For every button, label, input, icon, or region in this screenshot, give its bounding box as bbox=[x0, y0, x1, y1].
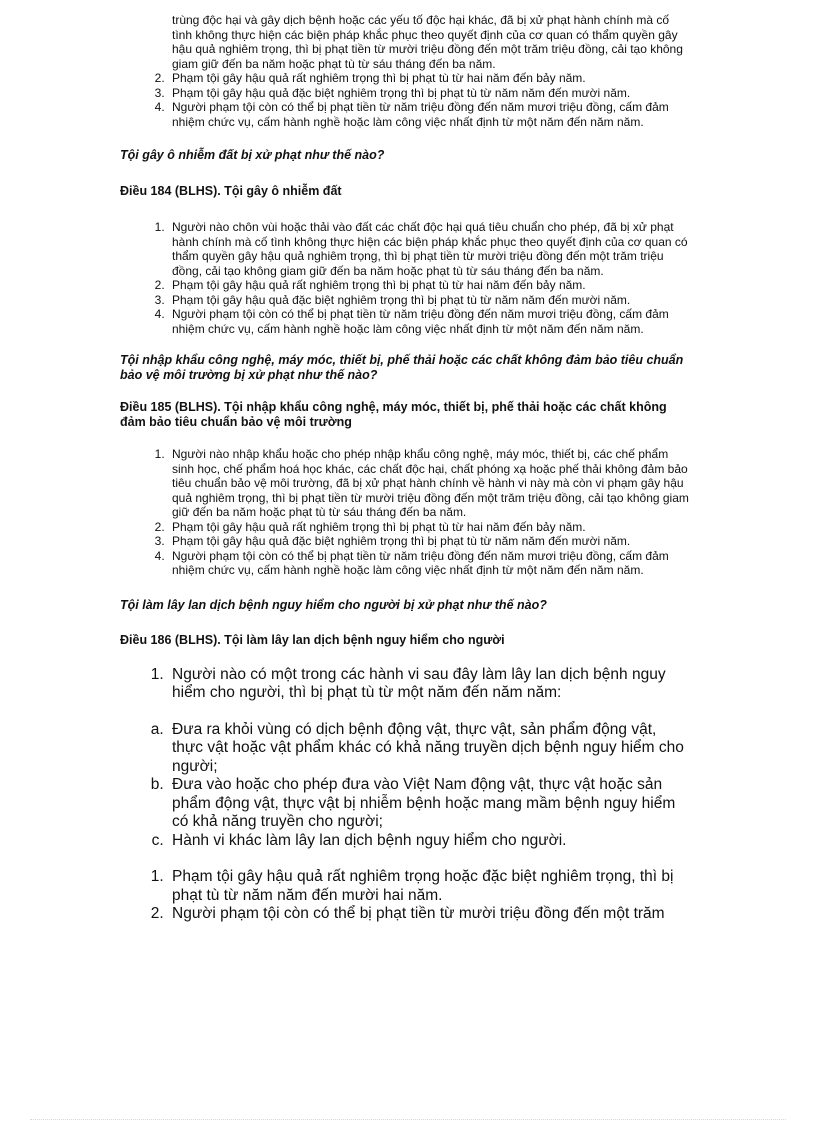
list-item: 4. Người phạm tội còn có thể bị phạt tiền từ năm triệu đồng đến năm mươi triệu đồng, cấm đảm nhiệm chức vụ, cấm hành nghề hoặc làm công việc nhất định từ một năm đến năm năm. bbox=[168, 549, 690, 578]
page-bottom-divider bbox=[30, 1119, 786, 1120]
article-186-list-1 bbox=[120, 666, 690, 703]
article-184-list bbox=[120, 220, 690, 336]
list-item: 1. Người nào nhập khẩu hoặc cho phép nhập khẩu công nghệ, máy móc, thiết bị, các chế phẩm sinh học, chế phẩm hoá học khác, các chất độc hại, chất phóng xạ hoặc phế thải không đảm bảo tiêu chuẩn bảo vệ môi trường, đã bị xử phạt hành chính về hành vi này mà còn vi phạm gây hậu quả nghiêm trọng, thì bị phạt tiền từ mười triệu đồng đến một trăm triệu đồng, cải tạo không giam giữ đến ba năm hoặc phạt tù từ sáu tháng đến ba năm. bbox=[168, 447, 690, 520]
list-item: 2. Phạm tội gây hậu quả rất nghiêm trọng thì bị phạt tù từ hai năm đến bảy năm. bbox=[168, 520, 690, 535]
list-item: 2. Phạm tội gây hậu quả rất nghiêm trọng thì bị phạt tù từ hai năm đến bảy năm. bbox=[168, 71, 690, 86]
document-body bbox=[120, 13, 690, 924]
list-item: 1. Người nào chôn vùi hoặc thải vào đất các chất độc hại quá tiêu chuẩn cho phép, đã bị xử phạt hành chính mà cố tình không thực hiện các biện pháp khắc phục theo quyết định của cơ quan có thẩm quyền gây hậu quả nghiêm trọng, thì bị phạt tiền từ mười triệu đồng đến một trăm triệu đồng, cải tạo không giam giữ đến ba năm hoặc phạt tù từ sáu tháng đến ba năm. bbox=[168, 220, 690, 278]
question-heading-184: Tội gây ô nhiễm đất bị xử phạt như thế nào? bbox=[120, 148, 385, 162]
list-item: 2. Người phạm tội còn có thể bị phạt tiền từ mười triệu đồng đến một trăm bbox=[168, 905, 690, 924]
list-item: 1. Phạm tội gây hậu quả rất nghiêm trọng hoặc đặc biệt nghiêm trọng, thì bị phạt tù từ năm năm đến mười hai năm. bbox=[168, 868, 690, 905]
article-heading-186: Điều 186 (BLHS). Tội làm lây lan dịch bệnh nguy hiểm cho người bbox=[120, 632, 505, 647]
question-heading-186: Tội làm lây lan dịch bệnh nguy hiểm cho người bị xử phạt như thế nào? bbox=[120, 597, 547, 612]
list-item: 1. Người nào có một trong các hành vi sau đây làm lây lan dịch bệnh nguy hiểm cho người, thì bị phạt tù từ một năm đến năm năm: bbox=[168, 666, 690, 703]
sub-list-item: c. Hành vi khác làm lây lan dịch bệnh nguy hiểm cho người. bbox=[168, 832, 690, 851]
list-item-continuation bbox=[168, 13, 690, 71]
list-item: 4. Người phạm tội còn có thể bị phạt tiền từ năm triệu đồng đến năm mươi triệu đồng, cấm đảm nhiệm chức vụ, cấm hành nghề hoặc làm công việc nhất định từ một năm đến năm năm. bbox=[168, 100, 690, 129]
intro-list bbox=[120, 13, 690, 129]
question-heading-185: Tội nhập khẩu công nghệ, máy móc, thiết bị, phế thải hoặc các chất không đảm bảo tiêu chuẩn bảo vệ môi trường bị xử phạt như thế nào? bbox=[120, 353, 684, 382]
article-186-list-2 bbox=[120, 868, 690, 924]
list-item: 4. Người phạm tội còn có thể bị phạt tiền từ năm triệu đồng đến năm mươi triệu đồng, cấm đảm nhiệm chức vụ, cấm hành nghề hoặc làm công việc nhất định từ một năm đến năm năm. bbox=[168, 307, 690, 336]
article-heading-184: Điều 184 (BLHS). Tội gây ô nhiễm đất bbox=[120, 184, 342, 198]
list-item: 3. Phạm tội gây hậu quả đặc biệt nghiêm trọng thì bị phạt tù từ năm năm đến mười năm. bbox=[168, 293, 690, 308]
list-item: 2. Phạm tội gây hậu quả rất nghiêm trọng thì bị phạt tù từ hai năm đến bảy năm. bbox=[168, 278, 690, 293]
list-item: 3. Phạm tội gây hậu quả đặc biệt nghiêm trọng thì bị phạt tù từ năm năm đến mười năm. bbox=[168, 534, 690, 549]
article-heading-185: Điều 185 (BLHS). Tội nhập khẩu công nghệ, máy móc, thiết bị, phế thải hoặc các chất không đảm bảo tiêu chuẩn bảo vệ môi trường bbox=[120, 400, 667, 429]
list-item: 3. Phạm tội gây hậu quả đặc biệt nghiêm trọng thì bị phạt tù từ năm năm đến mười năm. bbox=[168, 86, 690, 101]
article-186-sub-list bbox=[120, 721, 690, 851]
sub-list-item: a. Đưa ra khỏi vùng có dịch bệnh động vật, thực vật, sản phẩm động vật, thực vật hoặc vật phẩm khác có khả năng truyền dịch bệnh nguy hiểm cho người; bbox=[168, 721, 690, 777]
sub-list-item: b. Đưa vào hoặc cho phép đưa vào Việt Nam động vật, thực vật hoặc sản phẩm động vật, thực vật bị nhiễm bệnh hoặc mang mầm bệnh nguy hiểm có khả năng truyền cho người; bbox=[168, 776, 690, 832]
article-185-list bbox=[120, 447, 690, 578]
continuation-text: trùng độc hại và gây dịch bệnh hoặc các yếu tố độc hại khác, đã bị xử phạt hành chính mà cố tình không thực hiện các biện pháp khắc phục theo quyết định của cơ quan có thẩm quyền gây hậu quả nghiêm trọng, thì bị phạt tiền từ mười triệu đồng đến một trăm triệu đồng, cải tạo không giam giữ đến ba năm hoặc phạt tù từ sáu tháng đến ba năm. bbox=[172, 13, 683, 71]
